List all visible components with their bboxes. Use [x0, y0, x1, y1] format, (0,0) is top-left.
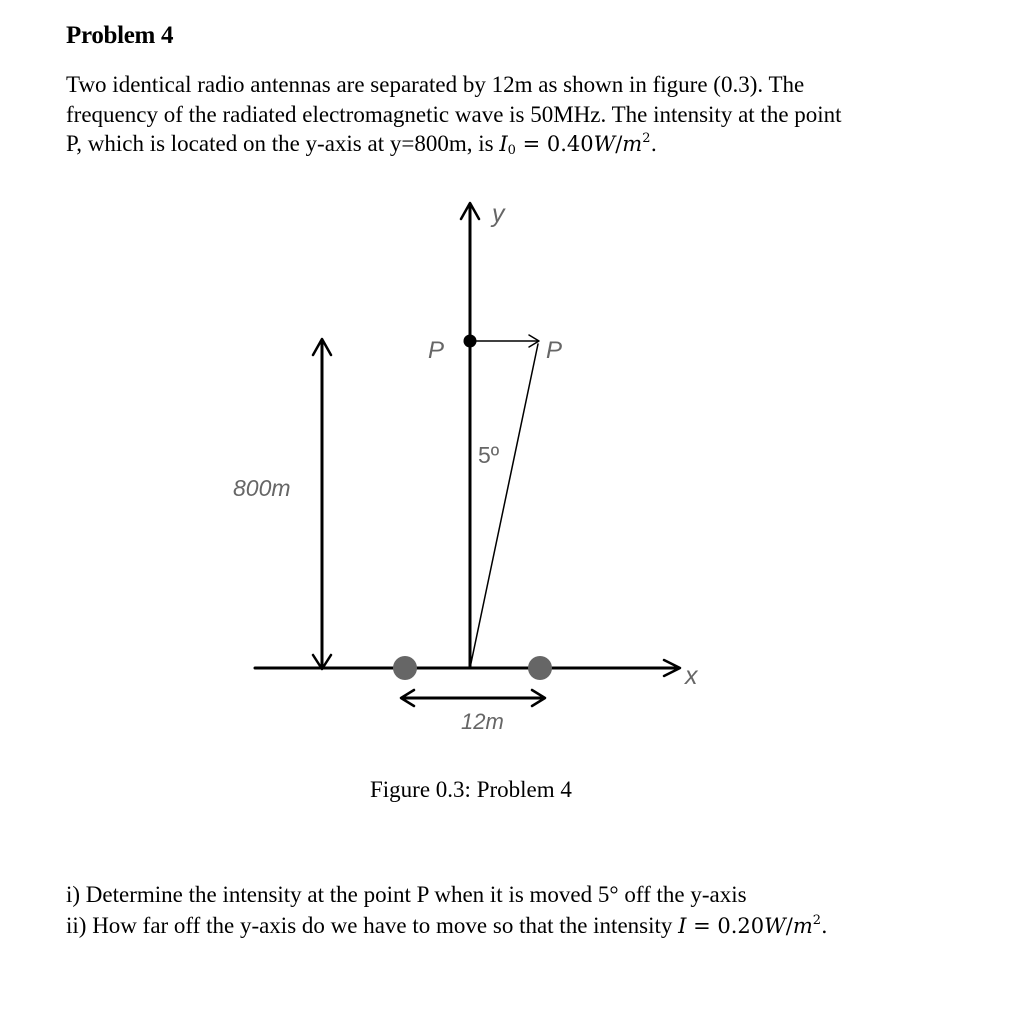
target-intensity-formula [678, 914, 828, 938]
problem-title: Problem 4 [66, 22, 174, 49]
figure-caption: Figure 0.3: Problem 4 [370, 777, 572, 802]
statement-end: . [650, 132, 658, 156]
point-p [464, 335, 477, 348]
antenna-left [393, 656, 417, 680]
statement-line-2: frequency of the radiated electromagnetic wave is 50MHz. The intensity at the point [66, 101, 842, 127]
unit-watt: W [593, 132, 616, 156]
separation-label: 12m [461, 709, 504, 734]
unit-metre: m [622, 132, 643, 156]
q2-end: . [821, 914, 828, 938]
q2-unit-exponent: 2 [812, 913, 822, 928]
question-2-text: ii) How far off the y-axis do we have to move so that the intensity [66, 913, 679, 938]
angle-ray [470, 344, 538, 668]
q2-unit-watt: W [764, 914, 786, 938]
point-label-left: P [428, 337, 445, 364]
x-axis-label: x [685, 662, 698, 690]
unit-exponent: 2 [642, 131, 651, 146]
intensity-subscript: 0 [507, 143, 516, 158]
question-2 [66, 910, 828, 942]
statement-line-1: Two identical radio antennas are separated by 12m as shown in figure (0.3). The [66, 72, 805, 97]
unit-slash: / [615, 132, 623, 156]
q2-intensity-symbol: I [678, 914, 687, 938]
q2-intensity-value: = 0.20 [686, 914, 765, 938]
intensity-value: = 0.40 [515, 132, 594, 156]
statement-line-3-text: P, which is located on the y-axis at y=800m, is [66, 131, 500, 156]
q2-unit-metre: m [792, 914, 813, 938]
y-axis-label: y [492, 200, 505, 228]
question-1: i) Determine the intensity at the point P when it is moved 5° off the y-axis [66, 882, 747, 907]
intensity-symbol: I [499, 132, 508, 156]
point-label-right: P [546, 337, 563, 364]
q2-unit-slash: / [785, 914, 793, 938]
distance-label: 800m [233, 475, 291, 501]
antenna-right [528, 656, 552, 680]
questions [66, 879, 828, 942]
angle-label: 5º [478, 442, 500, 468]
